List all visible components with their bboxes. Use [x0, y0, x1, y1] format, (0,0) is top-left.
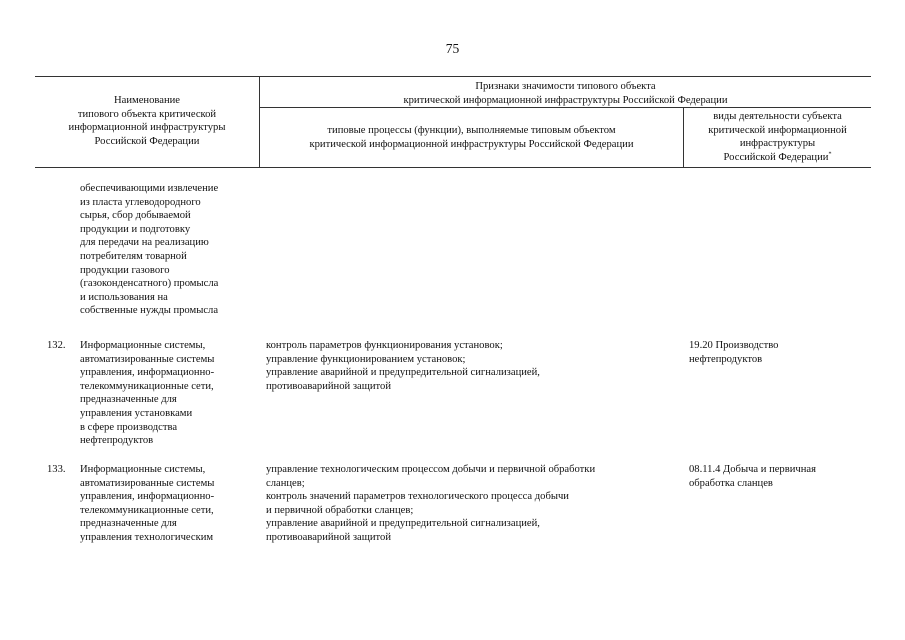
row-132-name: Информационные системы, автоматизированные системы управления, информационно- телекоммуникационные сети, предназначенные для управления установками в сфере производства нефтепродуктов — [80, 340, 215, 447]
row-133-processes: управление технологическим процессом добычи и первичной обработки сланцев; контроль значений параметров технологического процесса добычи и первичной обработки сланцев; управление аварийной и предупредительной сигнализацией, противоаварийной защитой — [266, 464, 596, 543]
header-object-name: Наименование типового объекта критической информационной инфраструктуры Российской Федерации — [68, 95, 226, 147]
row-132-activities: 19.20 Производство нефтепродуктов — [689, 340, 779, 365]
footnote-mark: * — [828, 151, 832, 158]
row-132-processes: контроль параметров функционирования установок; управление функционированием установок; управление аварийной и предупредительной сигнализацией, противоаварийной защитой — [266, 340, 540, 392]
table-top-border — [35, 76, 871, 77]
page-number: 75 — [445, 41, 460, 56]
header-activities: виды деятельности субъекта критической информационной инфраструктуры Российской Федерации* — [708, 111, 847, 163]
header-processes: типовые процессы (функции), выполняемые типовым объектом критической информационной инфраструктуры Российской Федерации — [309, 125, 634, 150]
row-continuation-name: обеспечивающими извлечение из пласта углеводородного сырья, сбор добываемой продукции и подготовку для передачи на реализацию потребителям товарной продукции газового (газоконденсатного) промысла и использования на собственные нужды промысла — [80, 183, 219, 317]
row-133-name: Информационные системы, автоматизированные системы управления, информационно- телекоммуникационные сети, предназначенные для управления технологическим — [80, 464, 215, 543]
row-133-number: 133. — [47, 464, 66, 475]
row-133-activities: 08.11.4 Добыча и первичная обработка сланцев — [689, 464, 816, 489]
row-132-number: 132. — [47, 340, 66, 351]
header-bottom-border — [35, 167, 871, 168]
header-significance-group: Признаки значимости типового объекта критической информационной инфраструктуры Российской Федерации — [403, 81, 728, 106]
